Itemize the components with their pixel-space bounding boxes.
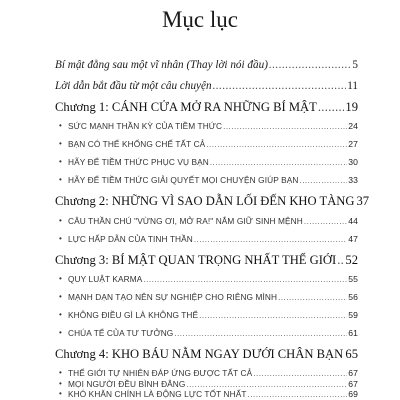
toc-section[interactable] (59, 328, 358, 338)
toc-section[interactable] (59, 274, 358, 284)
bullet-icon: • (59, 139, 62, 148)
toc-page-number: 61 (348, 328, 358, 338)
bullet-icon: • (59, 121, 62, 130)
toc-page-number: 67 (348, 379, 358, 389)
toc-page-number: 52 (345, 253, 358, 267)
bullet-icon: • (59, 328, 62, 337)
toc-chapter-title: Chương 3: BÍ MẬT QUAN TRỌNG NHẤT THẾ GIỚI (55, 253, 337, 267)
toc-section-text: MỌI NGƯỜI ĐỀU BÌNH ĐẲNG (68, 379, 186, 389)
toc-page-number: 47 (348, 234, 358, 244)
toc-page-number: 44 (348, 216, 358, 226)
toc-section-text: QUY LUẬT KARMA (68, 274, 143, 284)
toc-entry-text: Bí mật đằng sau một vĩ nhân (Thay lời nói đầu) (55, 59, 268, 71)
toc-section-text: KHÔNG ĐIỀU GÌ LÀ KHÔNG THỂ (68, 310, 199, 320)
dot-leader (248, 390, 348, 399)
toc-entry-introduction[interactable] (55, 80, 358, 92)
toc-section[interactable] (59, 234, 358, 244)
dot-leader (299, 176, 347, 185)
toc-chapter-title: Chương 1: CÁNH CỬA MỞ RA NHỮNG BÍ MẬT (55, 100, 317, 114)
toc-page-number: 59 (348, 310, 358, 320)
toc-page-number: 19 (345, 100, 358, 114)
toc-section[interactable] (59, 175, 358, 185)
toc-section[interactable] (59, 368, 358, 378)
bullet-icon: • (59, 274, 62, 283)
page-title: Mục lục (161, 7, 238, 32)
bullet-icon: • (59, 216, 62, 225)
toc-section[interactable] (59, 379, 358, 389)
toc-section-text: BẠN CÓ THỂ KHỐNG CHẾ TẤT CẢ (68, 139, 206, 149)
toc-page-number: 37 (356, 194, 370, 208)
dot-leader (318, 100, 345, 115)
dot-leader (304, 217, 347, 226)
toc-section[interactable] (59, 216, 358, 226)
bullet-icon: • (59, 157, 62, 166)
toc-section[interactable] (59, 157, 358, 167)
toc-section[interactable] (59, 139, 358, 149)
toc-chapter-1[interactable] (55, 100, 358, 115)
bullet-icon: • (59, 310, 62, 319)
toc-page-number: 67 (348, 368, 358, 378)
toc-section[interactable] (59, 292, 358, 302)
bullet-icon: • (59, 175, 62, 184)
dot-leader (213, 80, 347, 92)
toc-chapter-title: Chương 4: KHO BÁU NẰM NGAY DƯỚI CHÂN BẠN (55, 347, 344, 361)
bullet-icon: • (59, 234, 62, 243)
toc-section-text: MẠNH DẠN TẠO NÊN SỰ NGHIỆP CHO RIÊNG MÌNH (68, 292, 278, 302)
toc-entry-text: Lời dẫn bắt đầu từ một câu chuyện (55, 80, 212, 92)
toc-section-text: THẾ GIỚI TỰ NHIÊN ĐÁP ỨNG ĐƯỢC TẤT CẢ (68, 368, 253, 378)
dot-leader (210, 158, 347, 167)
toc-page-number: 5 (352, 59, 358, 71)
dot-leader (143, 275, 347, 284)
toc-page-number: 56 (348, 292, 358, 302)
dot-leader (186, 380, 347, 389)
toc-chapter-4[interactable] (55, 347, 358, 362)
toc-page-number: 30 (348, 157, 358, 167)
toc-section-text: CHÚA TỂ CỦA TƯ TƯỞNG (68, 328, 174, 338)
toc-section[interactable] (59, 121, 358, 131)
toc-page-number: 24 (348, 121, 358, 131)
dot-leader (194, 235, 347, 244)
toc-entry-preface[interactable] (55, 59, 358, 71)
dot-leader (223, 122, 347, 131)
toc-section-text: KHÓ KHĂN CHÍNH LÀ ĐỘNG LỰC TỐT NHẤT (68, 389, 247, 399)
toc-section-text: LỰC HẤP DẪN CỦA TINH THẦN (68, 234, 193, 244)
toc-section-text: HÃY ĐỂ TIỀM THỨC PHỤC VỤ BẠN (68, 157, 209, 167)
bullet-icon: • (59, 368, 62, 377)
dot-leader (337, 253, 344, 268)
dot-leader (206, 140, 347, 149)
bullet-icon: • (59, 379, 62, 388)
toc-page-number: 69 (348, 389, 358, 399)
toc-chapter-title: Chương 2: NHỮNG VÌ SAO DẪN LỐI ĐẾN KHO TÀNG (55, 194, 355, 208)
toc-chapter-2[interactable] (55, 194, 370, 209)
dot-leader (253, 369, 347, 378)
bullet-icon: • (59, 292, 62, 301)
toc-page-number: 33 (348, 175, 358, 185)
toc-chapter-3[interactable] (55, 253, 358, 268)
dot-leader (199, 311, 347, 320)
toc-section[interactable] (59, 310, 358, 320)
toc-section-text: CÂU THẦN CHÚ "VỪNG ƠI, MỞ RA!" NẮM GIỮ SINH MỆNH (68, 216, 303, 226)
toc-section[interactable] (59, 389, 358, 399)
dot-leader (278, 293, 347, 302)
toc-page-number: 65 (345, 347, 358, 361)
toc-section-text: HÃY ĐỂ TIỀM THỨC GIẢI QUYẾT MỌI CHUYỆN GIÚP BẠN (68, 175, 299, 185)
toc-page-number: 55 (348, 274, 358, 284)
dot-leader (174, 329, 347, 338)
toc-page-number: 27 (348, 139, 358, 149)
bullet-icon: • (59, 389, 62, 398)
toc-page-number: 11 (347, 80, 358, 92)
dot-leader (269, 59, 351, 71)
toc-section-text: SỨC MẠNH THẦN KỲ CỦA TIỀM THỨC (68, 121, 223, 131)
